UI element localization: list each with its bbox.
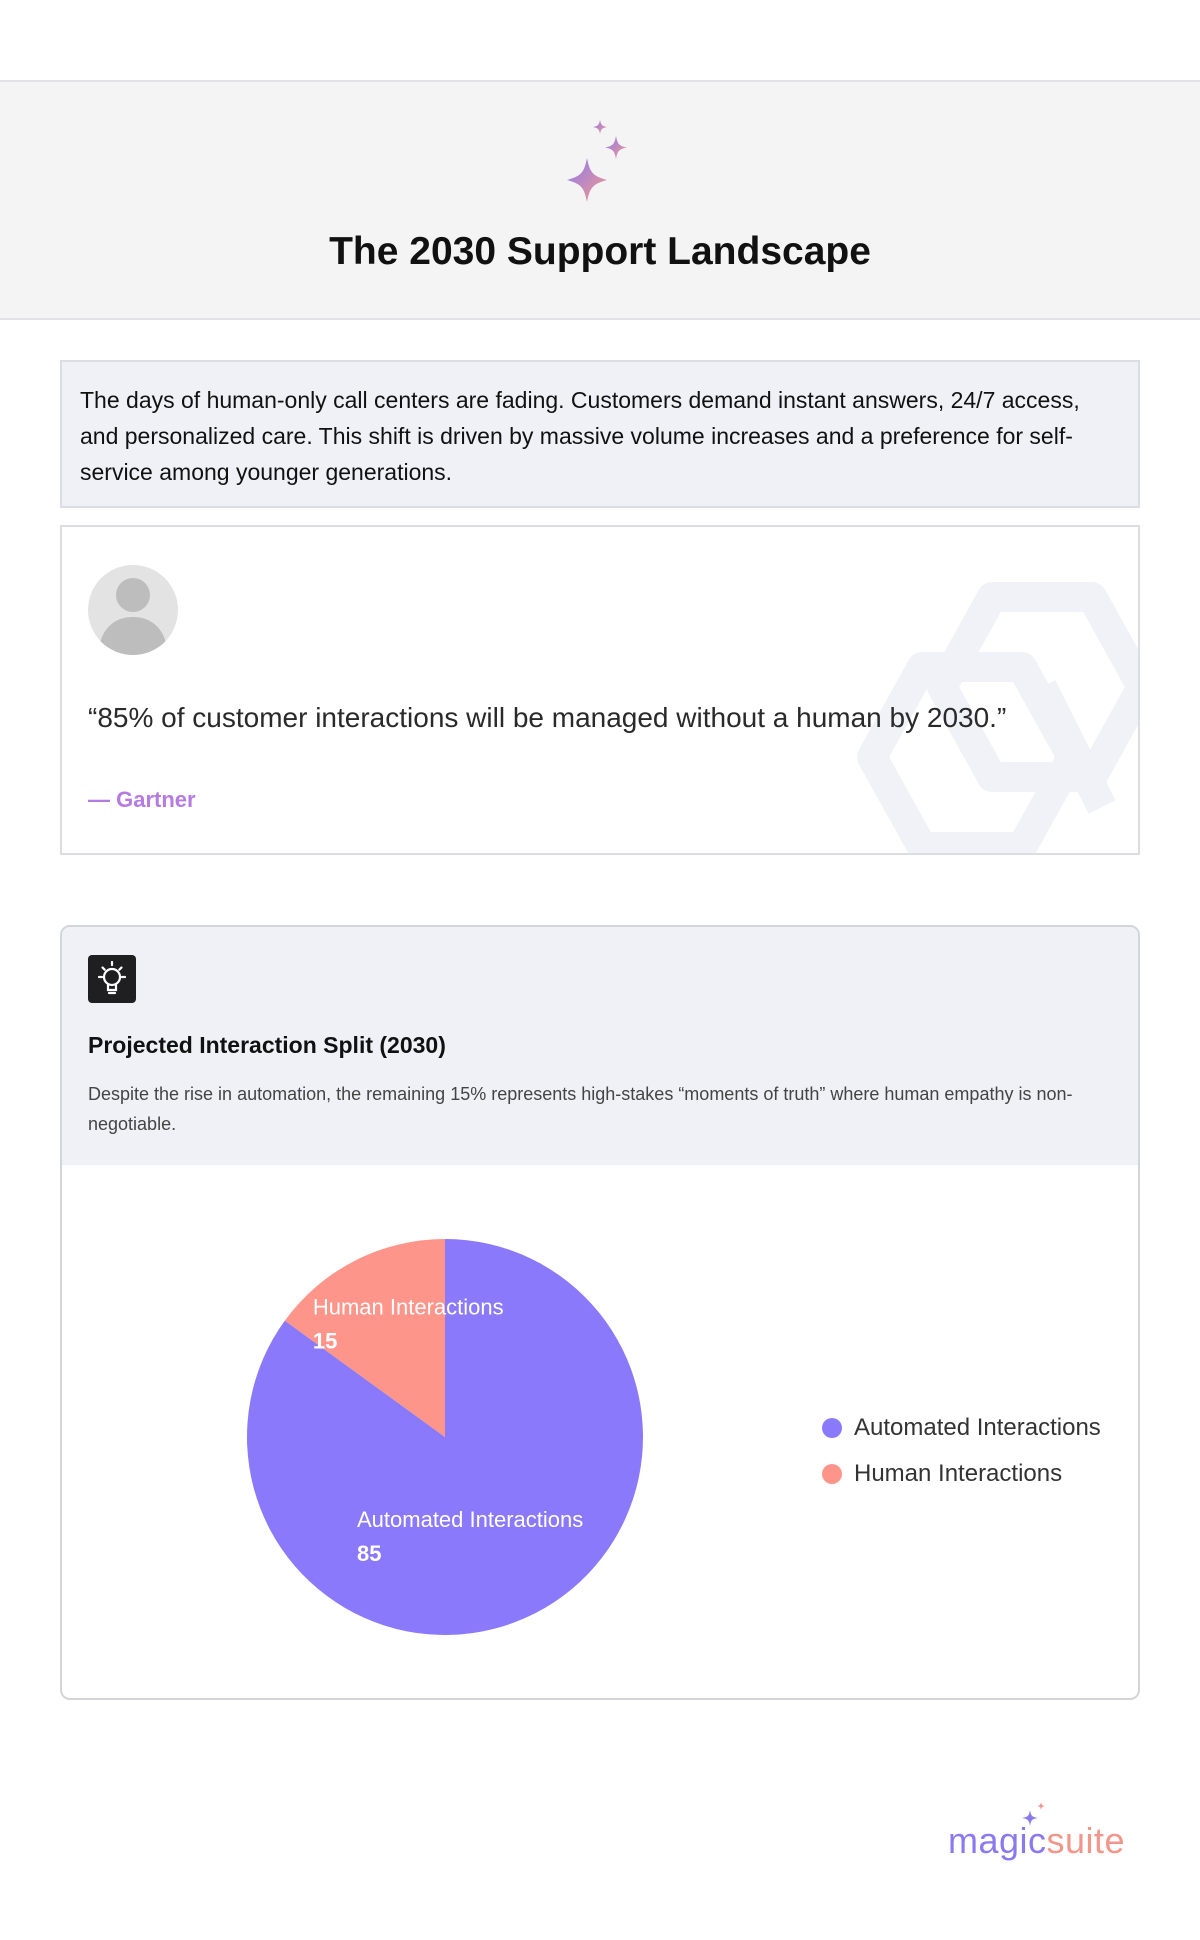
brand-logo <box>948 1800 1148 1870</box>
legend-item <box>822 1405 1101 1451</box>
brand-wordmark-part2: suite <box>1046 1820 1126 1861</box>
pie-label: Human Interactions <box>312 1294 504 1320</box>
sparkles-icon <box>555 118 645 208</box>
pie-value-label: 85 <box>357 1541 382 1566</box>
quote-text: “85% of customer interactions will be managed without a human by 2030.” <box>88 702 1007 733</box>
legend-label: Human Interactions <box>854 1460 1063 1487</box>
legend-swatch <box>822 1418 842 1438</box>
chart-card-title: Projected Interaction Split (2030) <box>88 1032 446 1058</box>
page-header <box>0 80 1200 320</box>
pie-label: Automated Interactions <box>357 1507 584 1532</box>
chart-card-header <box>62 927 1140 1165</box>
lightbulb-icon <box>88 955 136 1003</box>
legend-item <box>822 1451 1101 1497</box>
lightbulb-icon-box <box>88 955 136 1003</box>
quote-card <box>60 525 1140 855</box>
chart-card <box>60 925 1140 1700</box>
chart-legend <box>822 1405 1101 1497</box>
quote-author: — Gartner <box>88 787 196 812</box>
page-title: The 2030 Support Landscape <box>329 230 871 273</box>
brand-wordmark <box>948 1820 1125 1862</box>
intro-box <box>60 360 1140 508</box>
avatar <box>88 565 178 655</box>
brand-wordmark-part1: magic <box>948 1820 1047 1861</box>
pie-value-label: 15 <box>312 1328 338 1354</box>
chart-card-description: Despite the rise in automation, the remaining 15% represents high-stakes “moments of truth” where human empathy is non-negotiable. <box>88 1084 1073 1134</box>
legend-label: Automated Interactions <box>854 1414 1101 1441</box>
intro-text: The days of human-only call centers are fading. Customers demand instant answers, 24/7 access, and personalized care. This shift is driven by massive volume increases and a preference for self-service among younger generations. <box>80 387 1080 485</box>
user-avatar-icon <box>88 565 178 655</box>
legend-swatch <box>822 1464 842 1484</box>
